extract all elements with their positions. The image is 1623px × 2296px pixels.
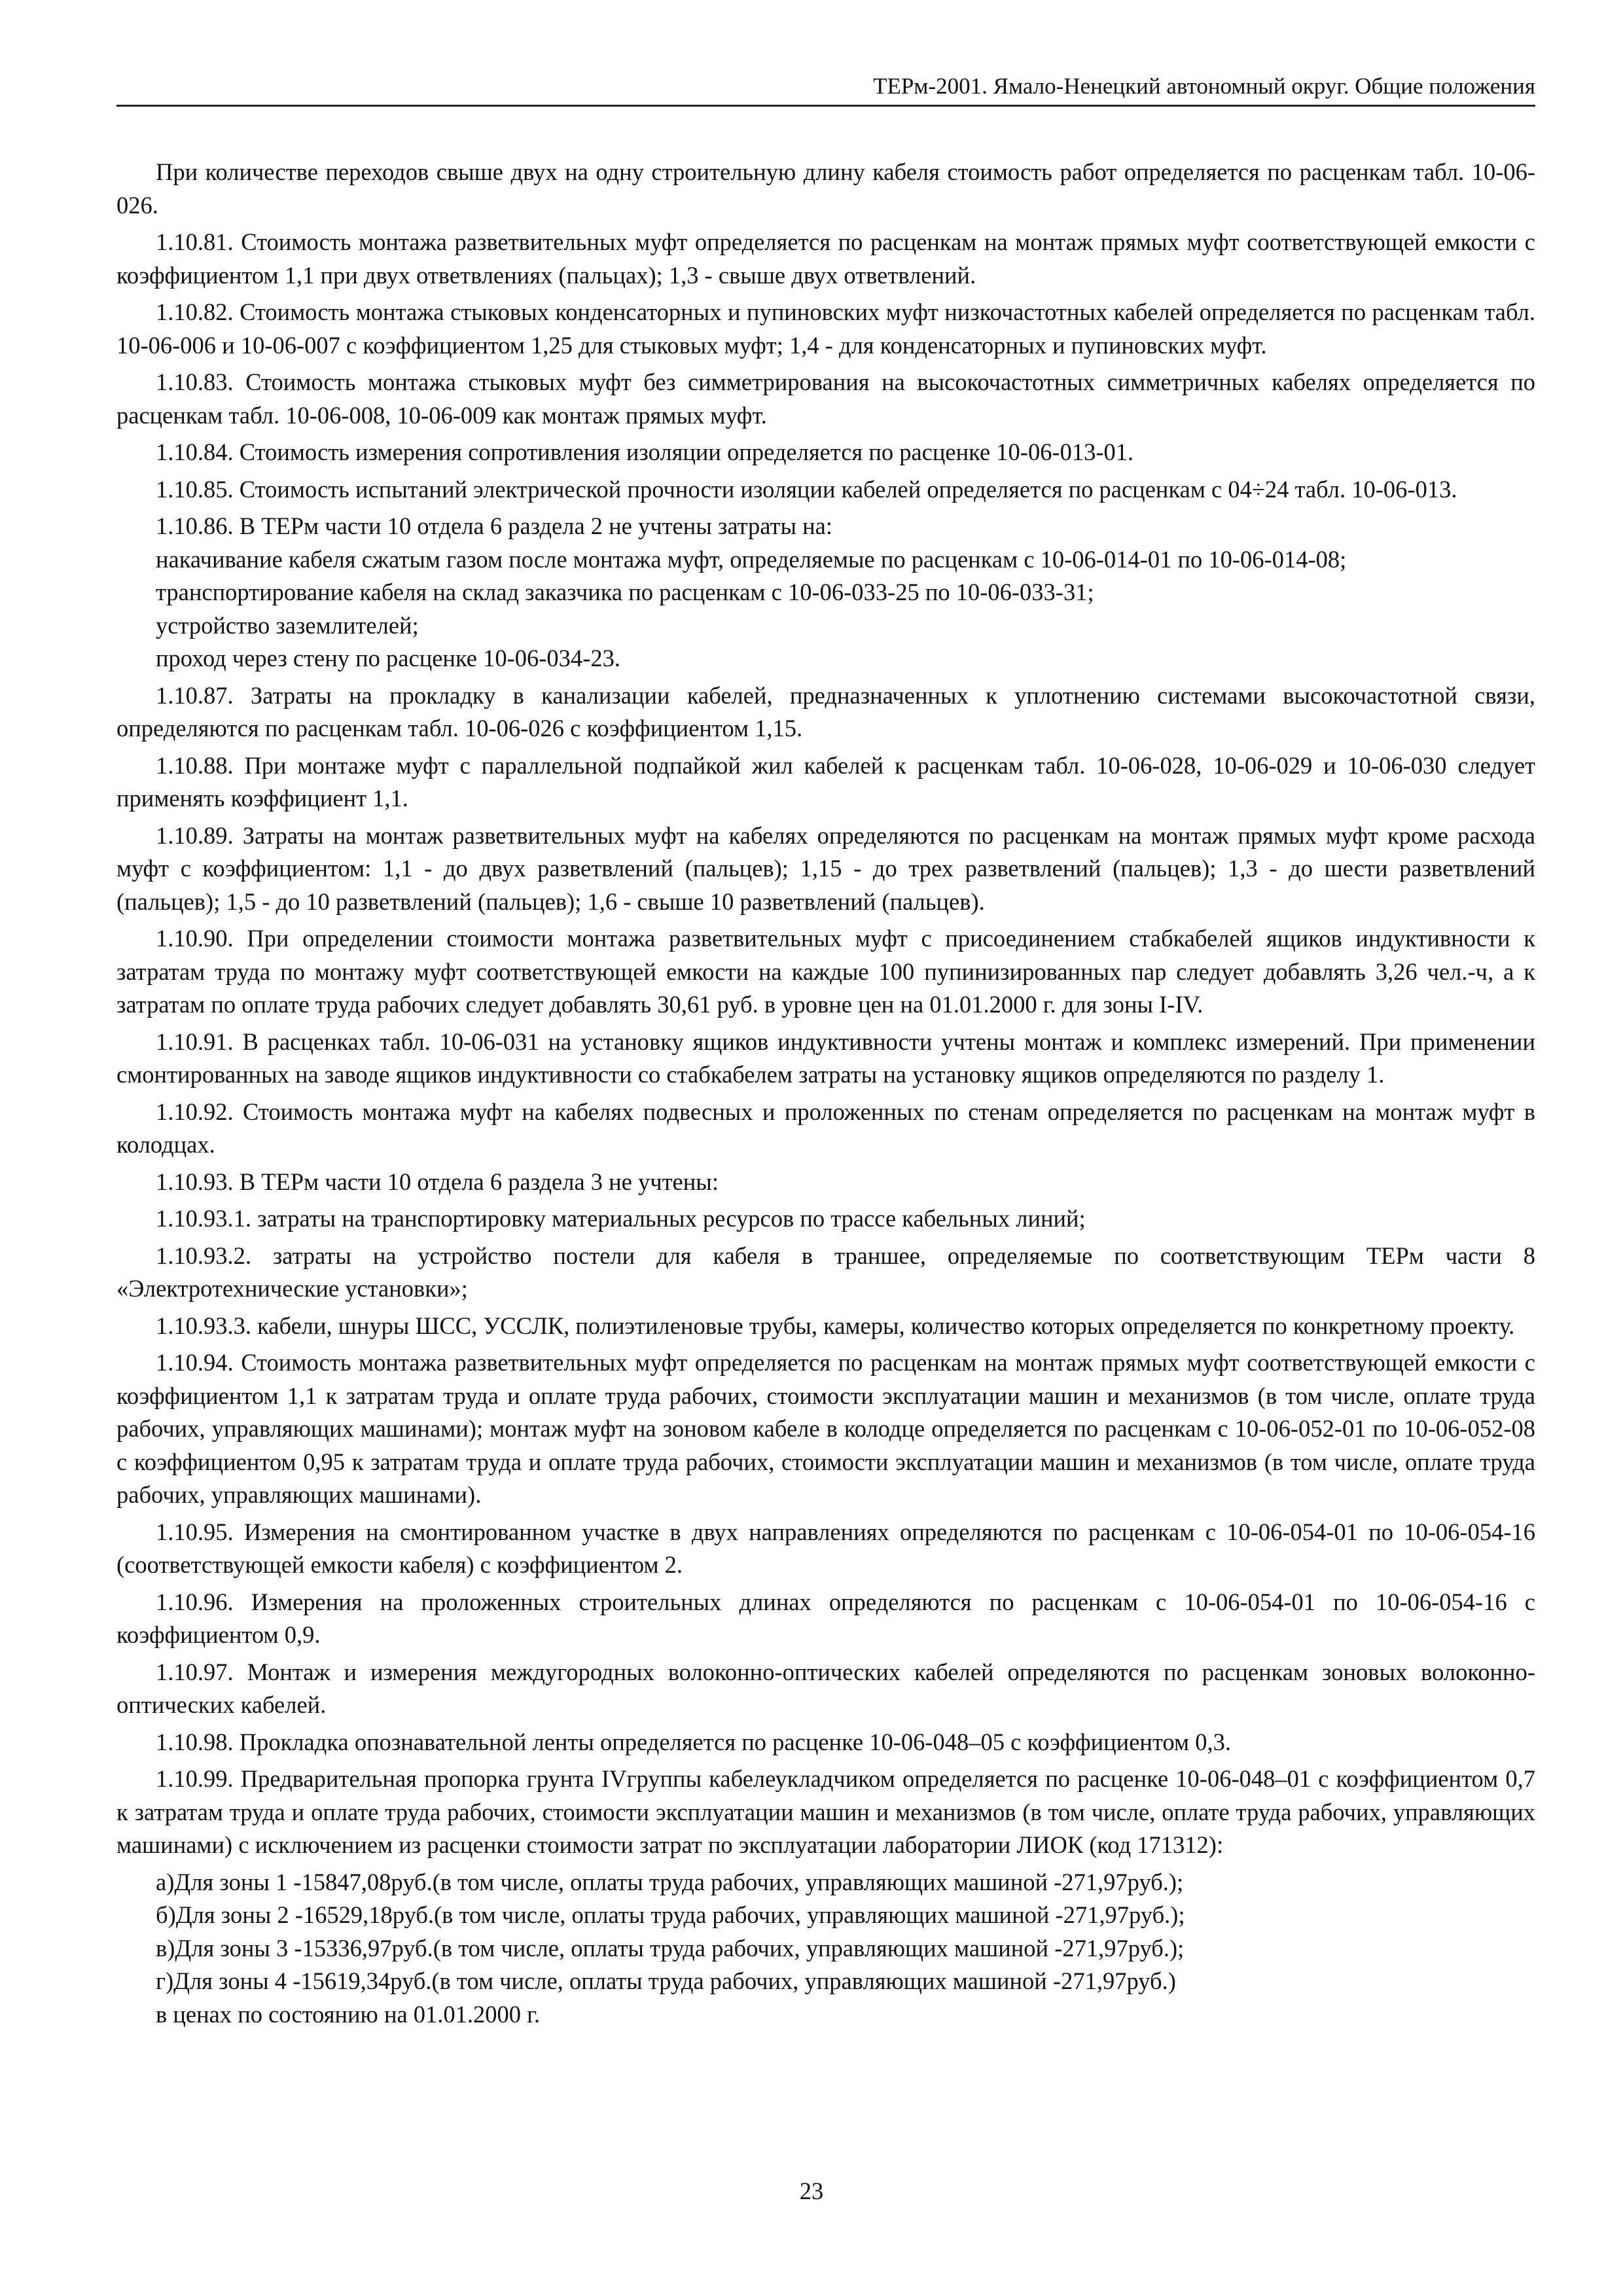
paragraph: 1.10.81. Стоимость монтажа разветвительных муфт определяется по расценкам на монтаж прямых муфт соответствующей емкости с коэффициентом 1,1 при двух ответвлениях (пальцах); 1,3 - свыше двух ответвлений. bbox=[116, 228, 1535, 289]
list-item: б)Для зоны 2 -16529,18руб.(в том числе, оплаты труда рабочих, управляющих машиной -271,97руб.); bbox=[156, 1901, 1185, 1928]
paragraph: 1.10.97. Монтаж и измерения междугородных волоконно-оптических кабелей определяются по расценкам зоновых волоконно-оптических кабелей. bbox=[116, 1658, 1535, 1718]
paragraph: 1.10.94. Стоимость монтажа разветвительных муфт определяется по расценкам на монтаж прямых муфт соответствующей емкости с коэффициентом 1,1 к затратам труда и оплате труда рабочих, стоимости эксплуатации машин и механизмов (в том числе, оплате труда рабочих, управляющих машинами); монтаж муфт на зоновом кабеле в колодце определяется по расценкам с 10-06-052-01 по 10-06-052-08 с коэффициентом 0,95 к затратам труда и оплате труда рабочих, стоимости эксплуатации машин и механизмов (в том числе, оплате труда рабочих, управляющих машинами). bbox=[116, 1349, 1535, 1508]
paragraph: 1.10.96. Измерения на проложенных строительных длинах определяются по расценкам с 10-06-054-01 по 10-06-054-16 с коэффициентом 0,9. bbox=[116, 1588, 1535, 1648]
paragraph: 1.10.91. В расценках табл. 10-06-031 на установку ящиков индуктивности учтены монтаж и комплекс измерений. При применении смонтированных на заводе ящиков индуктивности со стабкабелем затраты на установку ящиков определяются по разделу 1. bbox=[116, 1028, 1535, 1088]
paragraph: 1.10.88. При монтаже муфт с параллельной подпайкой жил кабелей к расценкам табл. 10-06-028, 10-06-029 и 10-06-030 следует применять коэффициент 1,1. bbox=[116, 751, 1535, 812]
list-item: устройство заземлителей; bbox=[156, 611, 419, 639]
page-header bbox=[116, 68, 1535, 107]
document-body bbox=[116, 156, 1535, 2031]
paragraph: 1.10.85. Стоимость испытаний электрической прочности изоляции кабелей определяется по расценкам с 04÷24 табл. 10-06-013. bbox=[156, 475, 1457, 503]
paragraph: 1.10.87. Затраты на прокладку в канализации кабелей, предназначенных к уплотнению системами высокочастотной связи, определяются по расценкам табл. 10-06-026 с коэффициентом 1,15. bbox=[116, 681, 1535, 742]
list-item: в)Для зоны 3 -15336,97руб.(в том числе, оплаты труда рабочих, управляющих машиной -271,97руб.); bbox=[156, 1934, 1185, 1962]
list-item: а)Для зоны 1 -15847,08руб.(в том числе, оплаты труда рабочих, управляющих машиной -271,97руб.); bbox=[156, 1868, 1184, 1895]
list-item: проход через стену по расценке 10-06-034-23. bbox=[156, 645, 620, 672]
paragraph: 1.10.90. При определении стоимости монтажа разветвительных муфт с присоединением стабкабелей ящиков индуктивности к затратам труда по монтажу муфт соответствующей емкости на каждые 100 пупинизированных пар следует добавлять 3,26 чел.-ч, а к затратам по оплате труда рабочих следует добавлять 30,61 руб. в уровне цен на 01.01.2000 г. для зоны I-IV. bbox=[116, 925, 1535, 1018]
running-header-title: ТЕРм-2001. Ямало-Ненецкий автономный округ. Общие положения bbox=[873, 73, 1535, 99]
paragraph: 1.10.92. Стоимость монтажа муфт на кабелях подвесных и проложенных по стенам определяется по расценкам на монтаж муфт в колодцах. bbox=[116, 1098, 1535, 1158]
paragraph: 1.10.86. В ТЕРм части 10 отдела 6 раздела 2 не учтены затраты на: bbox=[156, 512, 832, 539]
paragraph: 1.10.98. Прокладка опознавательной ленты определяется по расценке 10-06-048–05 с коэффициентом 0,3. bbox=[156, 1728, 1231, 1755]
paragraph: 1.10.89. Затраты на монтаж разветвительных муфт на кабелях определяются по расценкам на монтаж прямых муфт кроме расхода муфт с коэффициентом: 1,1 - до двух разветвлений (пальцев); 1,15 - до трех разветвлений (пальцев); 1,3 - до шести разветвлений (пальцев); 1,5 - до 10 разветвлений (пальцев); 1,6 - свыше 10 разветвлений (пальцев). bbox=[116, 821, 1535, 915]
page-number: 23 bbox=[799, 2178, 824, 2204]
paragraph: 1.10.99. Предварительная пропорка грунта IVгруппы кабелеукладчиком определяется по расценке 10-06-048–01 с коэффициентом 0,7 к затратам труда и оплате труда рабочих, стоимости эксплуатации машин и механизмов (в том числе, оплате труда рабочих, управляющих машинами) с исключением из расценки стоимости затрат по эксплуатации лаборатории ЛИОК (код 171312): bbox=[116, 1765, 1535, 1858]
paragraph: 1.10.84. Стоимость измерения сопротивления изоляции определяется по расценке 10-06-013-01. bbox=[156, 439, 1134, 465]
paragraph: 1.10.95. Измерения на смонтированном участке в двух направлениях определяются по расценкам с 10-06-054-01 по 10-06-054-16 (соответствующей емкости кабеля) с коэффициентом 2. bbox=[116, 1518, 1535, 1578]
paragraph: 1.10.83. Стоимость монтажа стыковых муфт без симметрирования на высокочастотных симметричных кабелях определяется по расценкам табл. 10-06-008, 10-06-009 как монтаж прямых муфт. bbox=[116, 368, 1535, 429]
list-item: г)Для зоны 4 -15619,34руб.(в том числе, оплаты труда рабочих, управляющих машиной -271,97руб.) bbox=[156, 1967, 1176, 1994]
list-item: в ценах по состоянию на 01.01.2000 г. bbox=[156, 2000, 541, 2028]
paragraph: 1.10.93.3. кабели, шнуры ШСС, УССЛК, полиэтиленовые трубы, камеры, количество которых определяется по конкретному проекту. bbox=[156, 1312, 1515, 1339]
list-item: транспортирование кабеля на склад заказчика по расценкам с 10-06-033-25 по 10-06-033-31; bbox=[156, 579, 1094, 605]
paragraph: 1.10.93. В ТЕРм части 10 отдела 6 раздела 3 не учтены: bbox=[156, 1168, 719, 1195]
paragraph: 1.10.93.2. затраты на устройство постели для кабеля в траншее, определяемые по соответствующим ТЕРм части 8 «Электротехнические установки»; bbox=[116, 1242, 1535, 1302]
paragraph: 1.10.93.1. затраты на транспортировку материальных ресурсов по трассе кабельных линий; bbox=[156, 1205, 1086, 1232]
list-item: накачивание кабеля сжатым газом после монтажа муфт, определяемые по расценкам с 10-06-014-01 по 10-06-014-08; bbox=[156, 545, 1347, 573]
paragraph: При количестве переходов свыше двух на одну строительную длину кабеля стоимость работ определяется по расценкам табл. 10-06-026. bbox=[116, 158, 1535, 219]
paragraph: 1.10.82. Стоимость монтажа стыковых конденсаторных и пупиновских муфт низкочастотных кабелей определяется по расценкам табл. 10-06-006 и 10-06-007 с коэффициентом 1,25 для стыковых муфт; 1,4 - для конденсаторных и пупиновских муфт. bbox=[116, 298, 1535, 359]
